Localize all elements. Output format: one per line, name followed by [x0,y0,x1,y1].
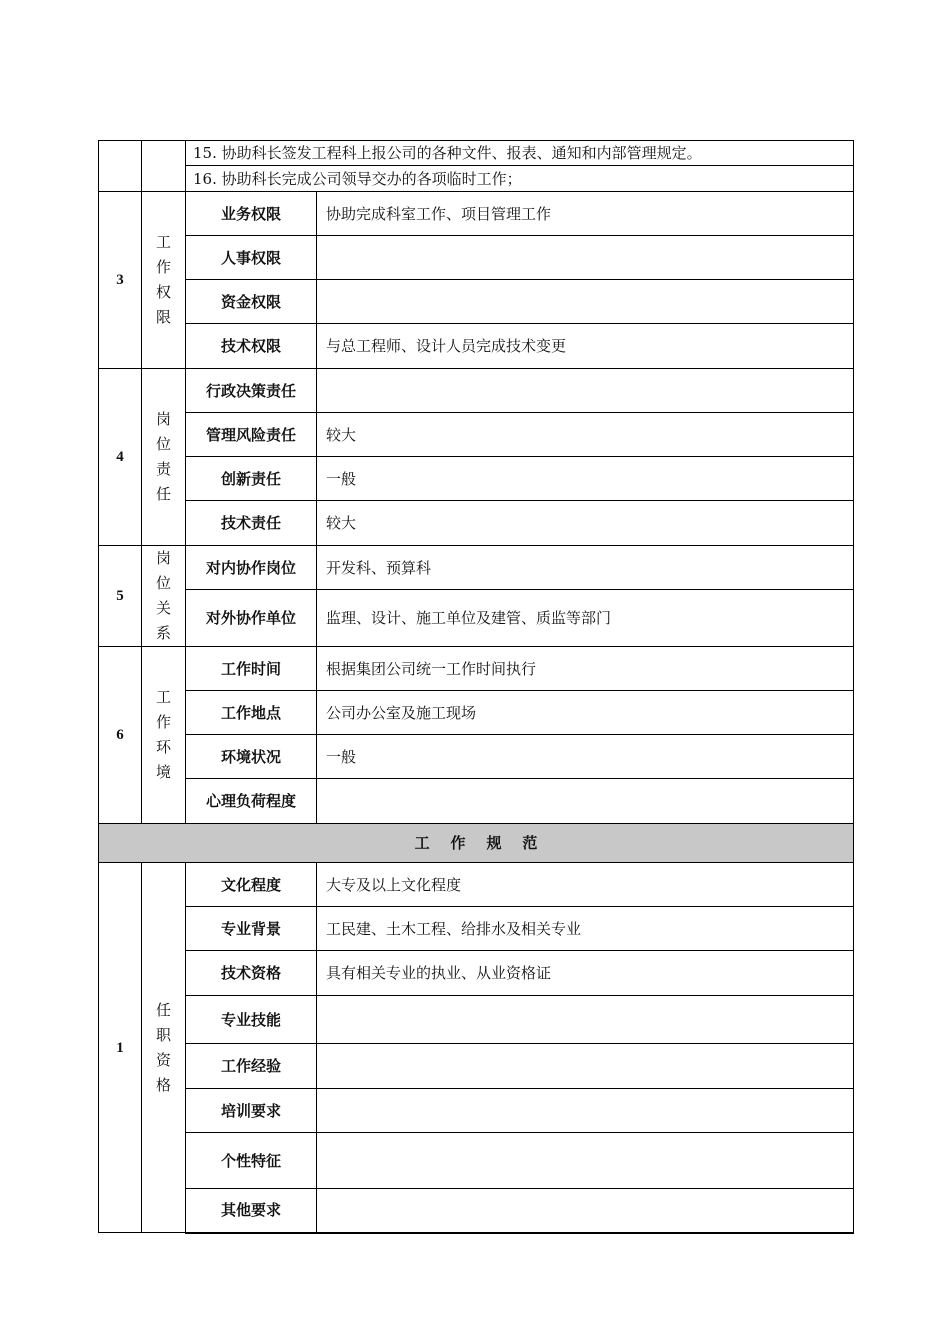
field-value: 公司办公室及施工现场 [317,691,854,735]
field-value: 较大 [317,501,854,546]
title-char: 系 [155,624,171,642]
environment-row [99,647,854,691]
authority-row [99,324,854,369]
section-title-relations [142,546,186,647]
environment-row [99,691,854,735]
field-value: 较大 [317,413,854,457]
environment-row [99,779,854,824]
title-char: 工 [155,688,171,706]
field-label: 专业技能 [186,996,317,1044]
field-label: 心理负荷程度 [186,779,317,824]
field-label: 对外协作单位 [186,590,317,647]
title-char: 位 [155,574,171,592]
title-char: 岗 [155,410,171,428]
title-char: 境 [155,763,171,781]
field-value [317,996,854,1044]
field-label: 管理风险责任 [186,413,317,457]
section-title-responsibility [142,369,186,546]
section-number: 6 [99,647,142,824]
field-label: 资金权限 [186,280,317,324]
title-char: 任 [155,485,171,503]
qualification-row [99,951,854,996]
section-number: 4 [99,369,142,546]
field-value [317,236,854,280]
responsibility-row [99,457,854,501]
relations-row [99,546,854,590]
qualification-row [99,1133,854,1189]
section-title-authority [142,192,186,369]
authority-row [99,280,854,324]
section-number: 1 [99,863,142,1233]
field-value: 监理、设计、施工单位及建管、质监等部门 [317,590,854,647]
field-value: 根据集团公司统一工作时间执行 [317,647,854,691]
field-label: 培训要求 [186,1089,317,1133]
field-value: 一般 [317,457,854,501]
title-char: 责 [155,460,171,478]
duty-row [99,166,854,192]
qualification-row [99,863,854,907]
field-label: 文化程度 [186,863,317,907]
title-char: 限 [155,308,171,326]
title-char: 作 [155,258,171,276]
field-label: 技术资格 [186,951,317,996]
field-label: 工作经验 [186,1044,317,1089]
section-title-environment [142,647,186,824]
duty-num-cell [99,141,142,192]
qualification-row [99,907,854,951]
field-label: 工作地点 [186,691,317,735]
responsibility-row [99,413,854,457]
duty-cat-cell [142,141,186,192]
qualification-row [99,1189,854,1233]
responsibility-row [99,369,854,413]
qualification-row [99,1044,854,1089]
title-char: 工 [155,233,171,251]
field-value: 协助完成科室工作、项目管理工作 [317,192,854,236]
duty-item-16: 16. 协助科长完成公司领导交办的各项临时工作； [186,166,854,192]
authority-row [99,192,854,236]
title-char: 任 [155,1000,171,1019]
field-value [317,1089,854,1133]
field-value [317,779,854,824]
title-char: 资 [155,1050,171,1069]
field-value: 大专及以上文化程度 [317,863,854,907]
field-label: 业务权限 [186,192,317,236]
field-value: 与总工程师、设计人员完成技术变更 [317,324,854,369]
title-char: 岗 [155,549,171,567]
title-char: 关 [155,599,171,617]
relations-row [99,590,854,647]
field-label: 技术责任 [186,501,317,546]
field-label: 人事权限 [186,236,317,280]
field-value: 工民建、土木工程、给排水及相关专业 [317,907,854,951]
authority-row [99,236,854,280]
field-label: 环境状况 [186,735,317,779]
title-char: 格 [155,1075,171,1094]
title-char: 权 [155,283,171,301]
field-value: 具有相关专业的执业、从业资格证 [317,951,854,996]
environment-row [99,735,854,779]
title-char: 环 [155,738,171,756]
section-header-title: 工 作 规 范 [99,824,854,863]
duty-item-15: 15. 协助科长签发工程科上报公司的各种文件、报表、通知和内部管理规定。 [186,141,854,166]
field-label: 技术权限 [186,324,317,369]
field-value [317,1133,854,1189]
field-label: 对内协作岗位 [186,546,317,590]
field-label: 工作时间 [186,647,317,691]
field-label: 专业背景 [186,907,317,951]
field-value [317,1044,854,1089]
field-value: 开发科、预算科 [317,546,854,590]
qualification-row [99,996,854,1044]
field-label: 个性特征 [186,1133,317,1189]
field-label: 行政决策责任 [186,369,317,413]
field-value: 一般 [317,735,854,779]
section-number: 5 [99,546,142,647]
job-description-table [98,140,854,1234]
responsibility-row [99,501,854,546]
section-header-row [99,824,854,863]
section-number: 3 [99,192,142,369]
title-char: 位 [155,435,171,453]
field-value [317,369,854,413]
title-char: 职 [155,1025,171,1044]
field-value [317,280,854,324]
field-label: 创新责任 [186,457,317,501]
title-char: 作 [155,713,171,731]
section-title-qualifications [142,863,186,1233]
field-label: 其他要求 [186,1189,317,1233]
field-value [317,1189,854,1233]
duty-row [99,141,854,166]
qualification-row [99,1089,854,1133]
